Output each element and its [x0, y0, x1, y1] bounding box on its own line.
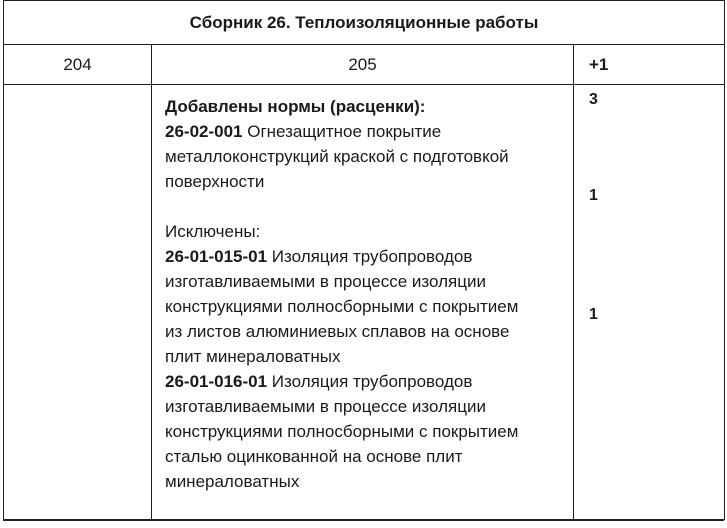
excluded-norm-item — [165, 369, 565, 494]
empty-left-cell — [4, 85, 152, 520]
norm-text: поверхности — [165, 172, 265, 191]
spacer — [165, 194, 565, 219]
norm-text: изготавливаемыми в процессе изоляции — [165, 272, 486, 291]
norm-text: конструкциями полносборными с покрытием — [165, 297, 519, 316]
norm-code: 26-02-001 — [165, 122, 243, 141]
norm-text: сталью оцинкованной на основе плит — [165, 447, 463, 466]
content-row — [4, 85, 725, 520]
collection-title: Сборник 26. Теплоизоляционные работы — [4, 1, 725, 45]
norm-text: из листов алюминиевых сплавов на основе — [165, 322, 510, 341]
added-norm-item — [165, 119, 565, 194]
column-right-number: +1 — [574, 45, 725, 85]
norm-code: 26-01-015-01 — [165, 247, 268, 266]
counts-cell — [574, 85, 725, 520]
excluded-norm-item — [165, 244, 565, 369]
excluded-count-2: 1 — [589, 306, 598, 323]
excluded-count-1: 1 — [589, 187, 598, 204]
norm-code: 26-01-016-01 — [165, 372, 268, 391]
column-left-number: 204 — [4, 45, 152, 85]
norm-text: конструкциями полносборными с покрытием — [165, 422, 519, 441]
excluded-heading: Исключены: — [165, 222, 261, 241]
changes-cell — [152, 85, 574, 520]
norm-text: Изоляция трубопроводов — [267, 247, 473, 266]
norm-text: Изоляция трубопроводов — [267, 372, 473, 391]
added-count: 3 — [589, 91, 598, 108]
column-middle-number: 205 — [152, 45, 574, 85]
next-row-border — [3, 520, 724, 521]
added-heading: Добавлены нормы (расценки): — [165, 97, 426, 116]
norm-text: минераловатных — [165, 472, 300, 491]
norm-text: плит минераловатных — [165, 347, 341, 366]
column-numbers-row — [4, 45, 725, 85]
norm-text: изготавливаемыми в процессе изоляции — [165, 397, 486, 416]
norm-text: Огнезащитное покрытие — [242, 122, 442, 141]
title-row — [4, 1, 725, 45]
norm-text: металлоконструкций краской с подготовкой — [165, 147, 509, 166]
norms-change-table — [3, 0, 725, 520]
